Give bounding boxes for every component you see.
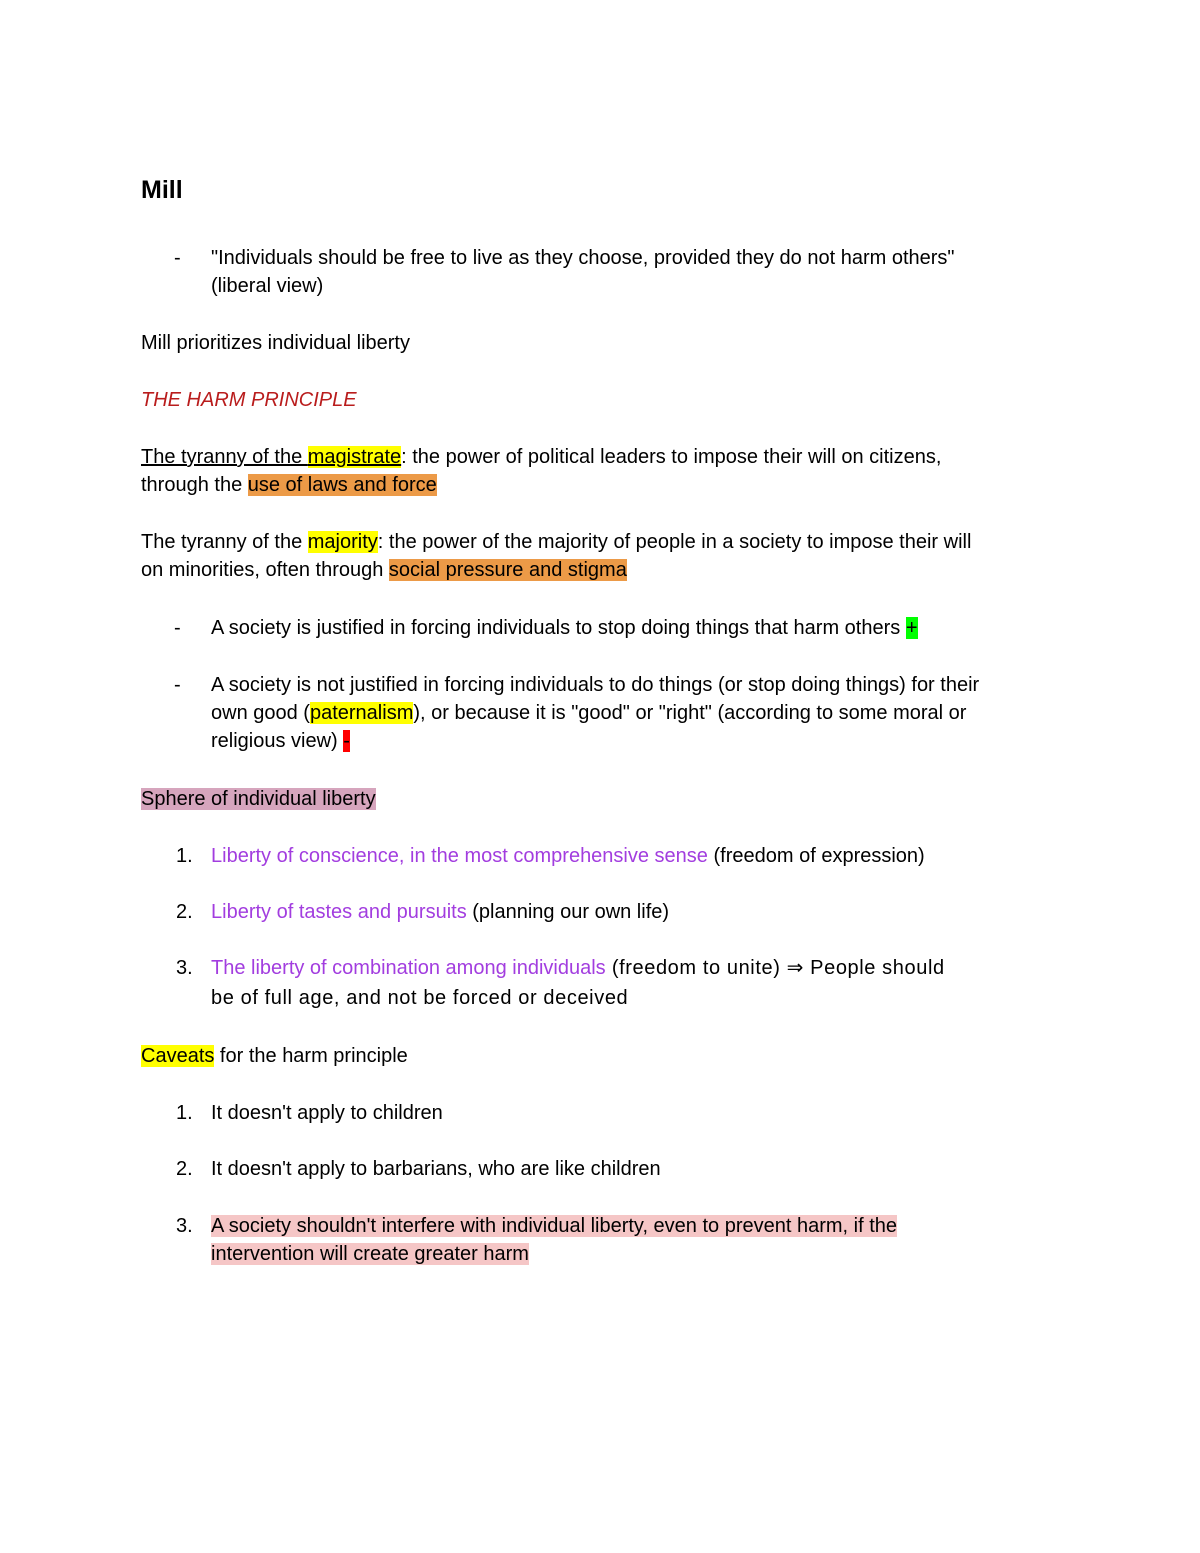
not-justified-line2-lead: own good ( (211, 702, 310, 724)
bullet-dash: - (174, 617, 181, 639)
liberty-term: The liberty of combination among individuals (211, 957, 606, 979)
caveat-item-1: It doesn't apply to children (211, 1102, 443, 1124)
magistrate-line-1 (141, 443, 941, 471)
minus-sign-highlight: - (343, 730, 350, 752)
liberty-item-3-line-2: be of full age, and not be forced or deceived (211, 987, 629, 1009)
not-justified-line3-text: religious view) (211, 730, 344, 752)
not-justified-line-2 (211, 699, 966, 727)
majority-definition: : the power of the majority of people in a society to impose their will (377, 531, 972, 553)
not-justified-line2-rest: ), or because it is "good" or "right" (according to some moral or (413, 702, 967, 724)
liberty-item-1 (211, 842, 925, 870)
liberty-item-3 (211, 954, 945, 982)
quote-line-2: (liberal view) (211, 275, 324, 297)
majority-line-2 (141, 556, 627, 584)
bullet-dash: - (174, 674, 181, 696)
liberty-term: Liberty of conscience, in the most comprehensive sense (211, 845, 708, 867)
magistrate-means-highlight: use of laws and force (247, 474, 437, 496)
plus-sign-highlight: + (905, 617, 918, 639)
caveats-rest: for the harm principle (214, 1045, 408, 1067)
magistrate-line2-lead: through the (141, 474, 248, 496)
justified-item (211, 614, 918, 642)
caveat-item-2: It doesn't apply to barbarians, who are like children (211, 1158, 661, 1180)
list-number: 3. (176, 957, 193, 979)
justified-text: A society is justified in forcing individuals to stop doing things that harm others (211, 617, 906, 639)
harm-principle-heading: THE HARM PRINCIPLE (141, 389, 357, 411)
caveats-heading (141, 1042, 408, 1070)
page-title: Mill (141, 176, 183, 204)
magistrate-line-2 (141, 471, 437, 499)
majority-term: majority (307, 531, 378, 553)
caveat-item-3-line-1 (211, 1212, 897, 1240)
bullet-dash: - (174, 247, 181, 269)
sphere-heading: Sphere of individual liberty (141, 788, 376, 810)
paternalism-term: paternalism (309, 702, 414, 724)
list-number: 1. (176, 845, 193, 867)
not-justified-line-3 (211, 727, 350, 755)
liberty-gloss: (planning our own life) (466, 901, 670, 923)
list-number: 2. (176, 901, 193, 923)
liberty-gloss: (freedom to unite) ⇒ People should (605, 957, 945, 979)
caveat-item-3-line-2 (211, 1240, 529, 1268)
sphere-heading-line (141, 785, 376, 813)
magistrate-lead: The tyranny of the (141, 446, 308, 468)
majority-lead: The tyranny of the (141, 531, 308, 553)
majority-means-highlight: social pressure and stigma (388, 559, 627, 581)
majority-line2-lead: on minorities, often through (141, 559, 389, 581)
not-justified-line-1: A society is not justified in forcing individuals to do things (or stop doing things) for their (211, 674, 980, 696)
list-number: 1. (176, 1102, 193, 1124)
priority-statement: Mill prioritizes individual liberty (141, 332, 410, 354)
liberty-item-2 (211, 898, 669, 926)
liberty-gloss: (freedom of expression) (707, 845, 925, 867)
list-number: 2. (176, 1158, 193, 1180)
quote-line-1: "Individuals should be free to live as they choose, provided they do not harm others" (211, 247, 955, 269)
magistrate-term: magistrate (307, 446, 402, 468)
caveats-term: Caveats (141, 1045, 215, 1067)
caveat-3-highlight: A society shouldn't interfere with individual liberty, even to prevent harm, if the (211, 1215, 898, 1237)
list-number: 3. (176, 1215, 193, 1237)
majority-line-1 (141, 528, 971, 556)
magistrate-definition: : the power of political leaders to impose their will on citizens, (401, 446, 942, 468)
caveat-3-highlight-cont: intervention will create greater harm (211, 1243, 529, 1265)
liberty-term: Liberty of tastes and pursuits (211, 901, 467, 923)
